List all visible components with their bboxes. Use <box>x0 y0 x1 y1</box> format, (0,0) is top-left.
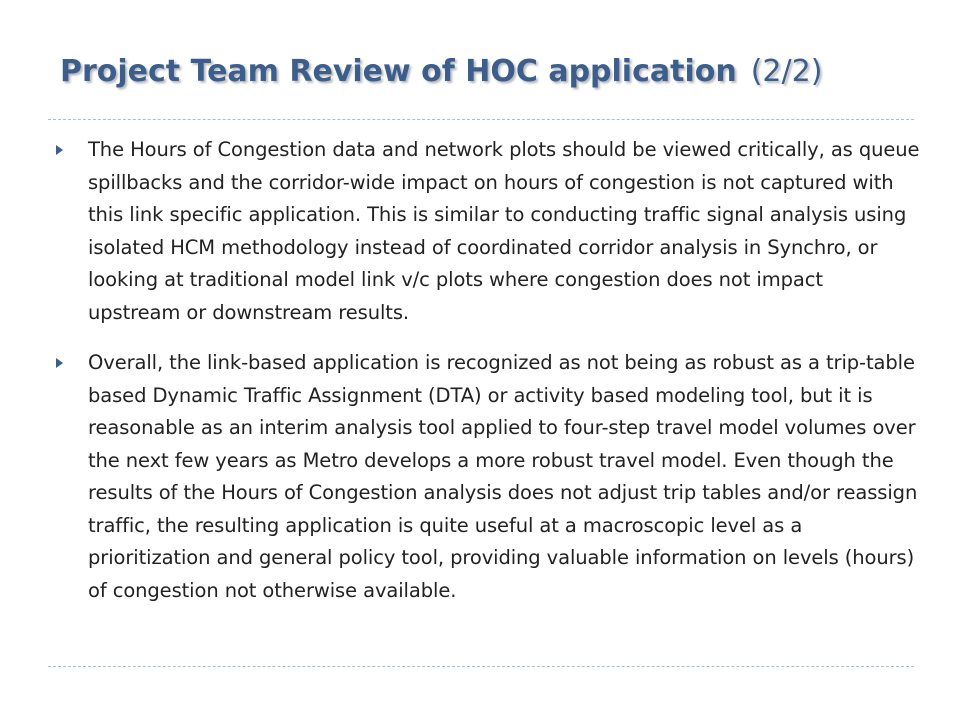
triangle-bullet-icon <box>56 358 63 368</box>
slide-title <box>60 50 920 94</box>
slide-title-part: (2/2) <box>750 54 823 89</box>
bullet-list <box>56 134 920 607</box>
slide-title-main: Project Team Review of HOC application <box>60 54 737 89</box>
bullet-item-1 <box>56 134 920 329</box>
top-divider <box>48 119 914 120</box>
bottom-divider <box>48 666 914 667</box>
triangle-bullet-icon <box>56 145 63 155</box>
bullet-text-2: Overall, the link-based application is recognized as not being as robust as a trip-table based Dynamic Traffic Assignment (DTA) or activity based modeling tool, but it is reasonable as an interim analysis tool applied to four-step travel model volumes over the next few years as Metro develops a more robust travel model. Even though the results of the Hours of Congestion analysis does not adjust trip tables and/or reassign traffic, the resulting application is quite useful at a macroscopic level as a prioritization and general policy tool, providing valuable information on levels (hours) of congestion not otherwise available. <box>88 351 918 602</box>
bullet-text-1: The Hours of Congestion data and network plots should be viewed critically, as queue spillbacks and the corridor-wide impact on hours of congestion is not captured with this link specific application. This is similar to conducting traffic signal analysis using isolated HCM methodology instead of coordinated corridor analysis in Synchro, or looking at traditional model link v/c plots where congestion does not impact upstream or downstream results. <box>88 138 920 324</box>
bullet-item-2 <box>56 347 920 607</box>
